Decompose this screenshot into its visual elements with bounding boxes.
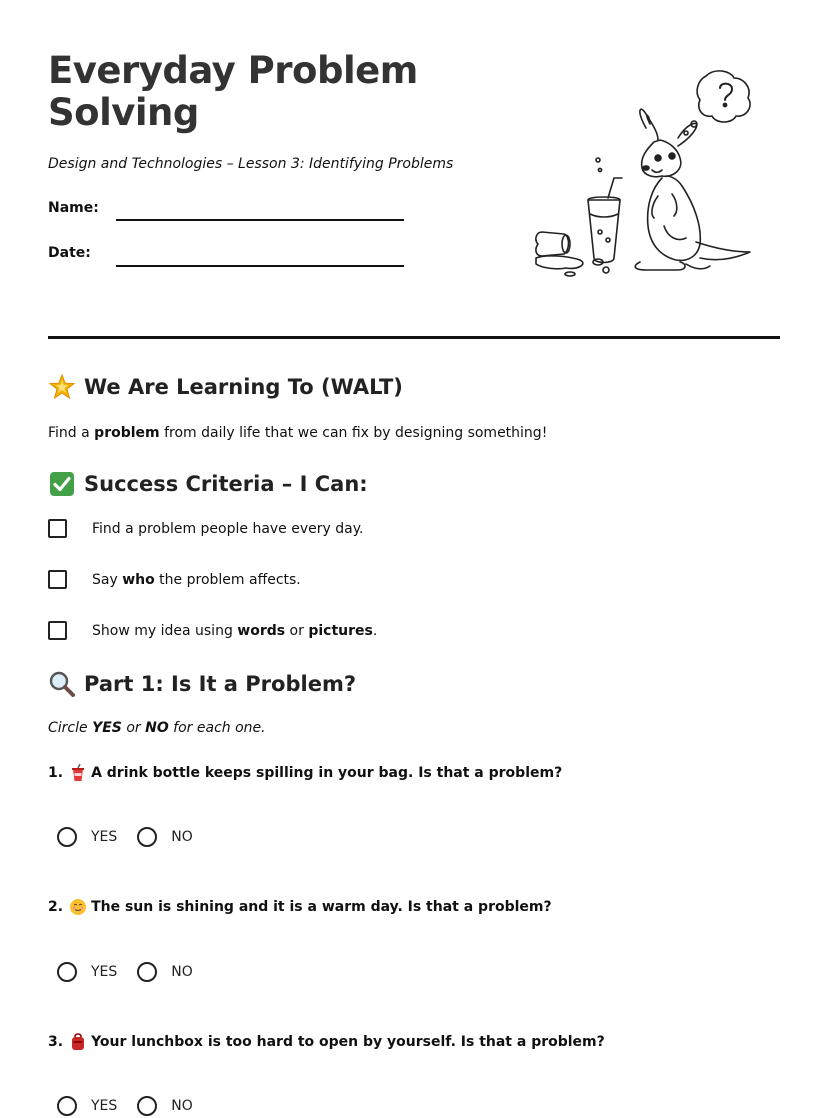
walt-text: Find a problem from daily life that we can fix by designing something! <box>48 425 548 441</box>
name-field[interactable] <box>116 219 404 221</box>
no-radio[interactable] <box>137 827 157 847</box>
part1-heading <box>48 670 356 698</box>
question-2: 2. The sun is shining and it is a warm day. Is that a problem? <box>48 899 552 915</box>
date-label: Date: <box>48 245 91 261</box>
question-3: 3. Your lunchbox is too hard to open by yourself. Is that a problem? <box>48 1034 605 1050</box>
sun-face-icon <box>69 898 87 916</box>
answer-options-2 <box>57 962 213 982</box>
criteria-checkbox[interactable] <box>48 570 67 589</box>
star-icon <box>48 373 76 401</box>
criteria-text: Find a problem people have every day. <box>92 520 364 537</box>
yes-option[interactable]: YES <box>57 827 117 847</box>
magnifier-icon <box>48 670 76 698</box>
yes-radio[interactable] <box>57 962 77 982</box>
criteria-item <box>48 519 363 538</box>
name-label: Name: <box>48 200 99 216</box>
yes-radio[interactable] <box>57 827 77 847</box>
check-mark-icon <box>48 470 76 498</box>
no-radio[interactable] <box>137 962 157 982</box>
no-option[interactable]: NO <box>137 827 193 847</box>
header-divider <box>48 336 780 339</box>
yes-option[interactable]: YES <box>57 1096 117 1116</box>
walt-heading-text: We Are Learning To (WALT) <box>84 375 403 399</box>
lesson-subtitle: Design and Technologies – Lesson 3: Identifying Problems <box>48 156 454 172</box>
criteria-text: Show my idea using words or pictures. <box>92 622 378 639</box>
success-criteria-heading <box>48 470 368 498</box>
no-radio[interactable] <box>137 1096 157 1116</box>
walt-heading <box>48 373 403 401</box>
no-option[interactable]: NO <box>137 962 193 982</box>
kangaroo-spilled-drink-icon <box>528 66 760 280</box>
part1-instruction: Circle YES or NO for each one. <box>48 720 266 736</box>
criteria-checkbox[interactable] <box>48 519 67 538</box>
date-field[interactable] <box>116 265 404 267</box>
criteria-item <box>48 570 301 589</box>
answer-options-3 <box>57 1096 213 1116</box>
yes-option[interactable]: YES <box>57 962 117 982</box>
criteria-text: Say who the problem affects. <box>92 571 301 588</box>
lunchbox-icon <box>69 1033 87 1051</box>
question-1: 1. A drink bottle keeps spilling in your bag. Is that a problem? <box>48 765 563 781</box>
no-option[interactable]: NO <box>137 1096 193 1116</box>
part1-heading-text: Part 1: Is It a Problem? <box>84 672 357 696</box>
drink-cup-icon <box>69 764 87 782</box>
criteria-item <box>48 621 377 640</box>
page-title: Everyday Problem Solving <box>48 49 418 134</box>
criteria-checkbox[interactable] <box>48 621 67 640</box>
yes-radio[interactable] <box>57 1096 77 1116</box>
success-criteria-heading-text: Success Criteria – I Can: <box>84 472 368 496</box>
answer-options-1 <box>57 827 213 847</box>
